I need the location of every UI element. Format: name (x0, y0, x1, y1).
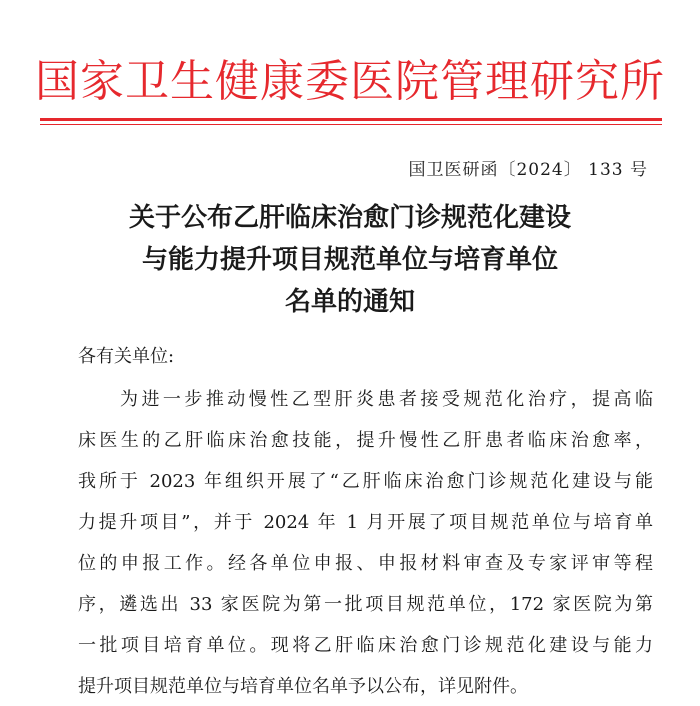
header-rule-thin (40, 124, 662, 125)
issuer-header: 国家卫生健康委医院管理研究所 (35, 56, 665, 107)
title-line-1: 关于公布乙肝临床治愈门诊规范化建设 (128, 203, 571, 233)
body-line: 床医生的乙肝临床治愈技能，提升慢性乙肝患者临床治愈率， (78, 430, 653, 451)
body-line: 序，遴选出 33 家医院为第一批项目规范单位，172 家医院为第 (78, 594, 653, 615)
header-rule-thick (40, 118, 662, 121)
body-line: 为进一步推动慢性乙型肝炎患者接受规范化治疗，提高临 (120, 389, 653, 410)
body-line: 提升项目规范单位与培育单位名单予以公布，详见附件。 (78, 676, 528, 697)
document-number: 国卫医研函〔2024〕 133 号 (408, 160, 648, 180)
title-line-2: 与能力提升项目规范单位与培育单位 (141, 245, 558, 275)
title-line-3: 名单的通知 (284, 287, 415, 317)
salutation: 各有关单位: (78, 346, 175, 367)
body-line: 我所于 2023 年组织开展了“乙肝临床治愈门诊规范化建设与能 (78, 471, 653, 492)
body-line: 力提升项目”，并于 2024 年 1 月开展了项目规范单位与培育单 (78, 512, 653, 533)
body-line: 位的申报工作。经各单位申报、申报材料审查及专家评审等程 (78, 553, 653, 574)
body-line: 一批项目培育单位。现将乙肝临床治愈门诊规范化建设与能力 (78, 635, 653, 656)
